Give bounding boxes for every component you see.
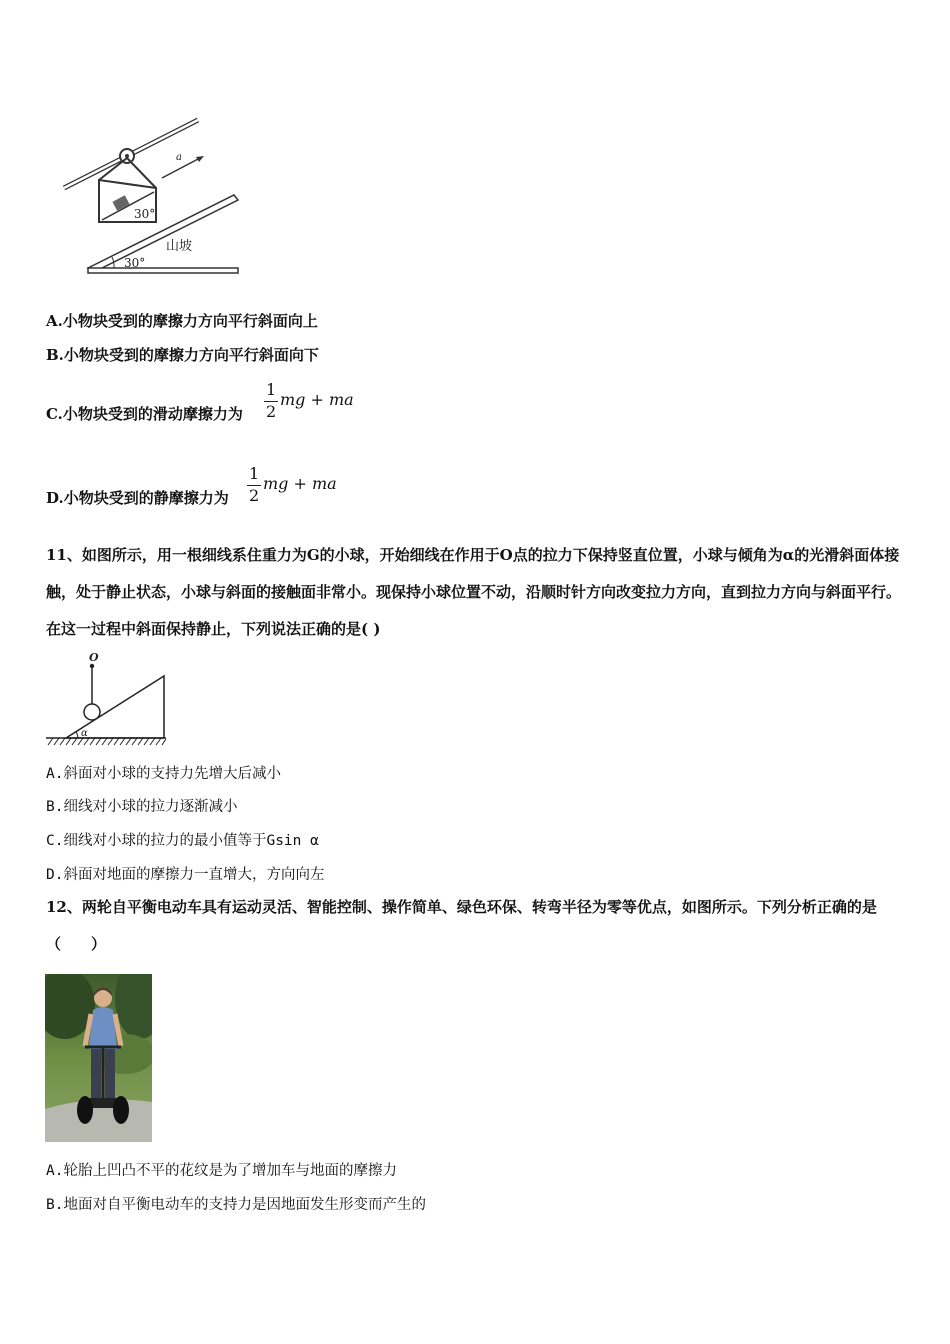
formula-d-numerator: 1 [249,464,260,483]
accel-label: a [176,152,182,163]
q10-option-a: A.小物块受到的摩擦力方向平行斜面向上 [46,312,318,330]
cable-car-figure [44,100,244,280]
q11-option-b: B.细线对小球的拉力逐渐减小 [46,799,238,815]
q12-option-a: A.轮胎上凹凸不平的花纹是为了增加车与地面的摩擦力 [46,1163,397,1179]
formula-d-denominator: 2 [249,486,260,505]
slope-label: 山坡 [166,239,193,254]
q12-option-b: B.地面对自平衡电动车的支持力是因地面发生形变而产生的 [46,1197,426,1213]
q11-stem: 11、如图所示，用一根细线系住重力为G的小球，开始细线在作用于O点的拉力下保持竖直位置，小球与倾角为α的光滑斜面体接触，处于静止状态，小球与斜面的接触面非常小。现保持小球位置不动，沿顺时针方向改变拉力方向，直到拉力方向与斜面平行。在这一过程中斜面保持静止，下列说法正确的是( ) [46,546,902,638]
q10-option-d: D.小物块受到的静摩擦力为 [46,489,229,507]
incline-ball-figure [44,650,172,750]
formula-c-rest: mg + ma [280,390,354,409]
q11-option-a: A.斜面对小球的支持力先增大后减小 [46,766,281,782]
q10-option-b: B.小物块受到的摩擦力方向平行斜面向下 [46,346,319,364]
q11-option-c: C.细线对小球的拉力的最小值等于Gsin α [46,833,319,849]
formula-c-denominator: 2 [266,402,277,421]
point-o-label: O [89,651,99,664]
q12-stem: 12、两轮自平衡电动车具有运动灵活、智能控制、操作简单、绿色环保、转弯半径为零等优点，如图所示。下列分析正确的是（ ） [46,898,877,953]
q10-option-c: C.小物块受到的滑动摩擦力为 [46,405,243,423]
formula-c-numerator: 1 [266,380,277,399]
q11-option-d: D.斜面对地面的摩擦力一直增大，方向向左 [46,867,325,883]
angle-alpha-label: α [81,728,88,739]
box-angle-label: 30° [134,207,156,221]
ground-angle-label: 30° [124,256,146,270]
segway-photo [45,974,152,1142]
formula-d-rest: mg + ma [263,474,337,493]
